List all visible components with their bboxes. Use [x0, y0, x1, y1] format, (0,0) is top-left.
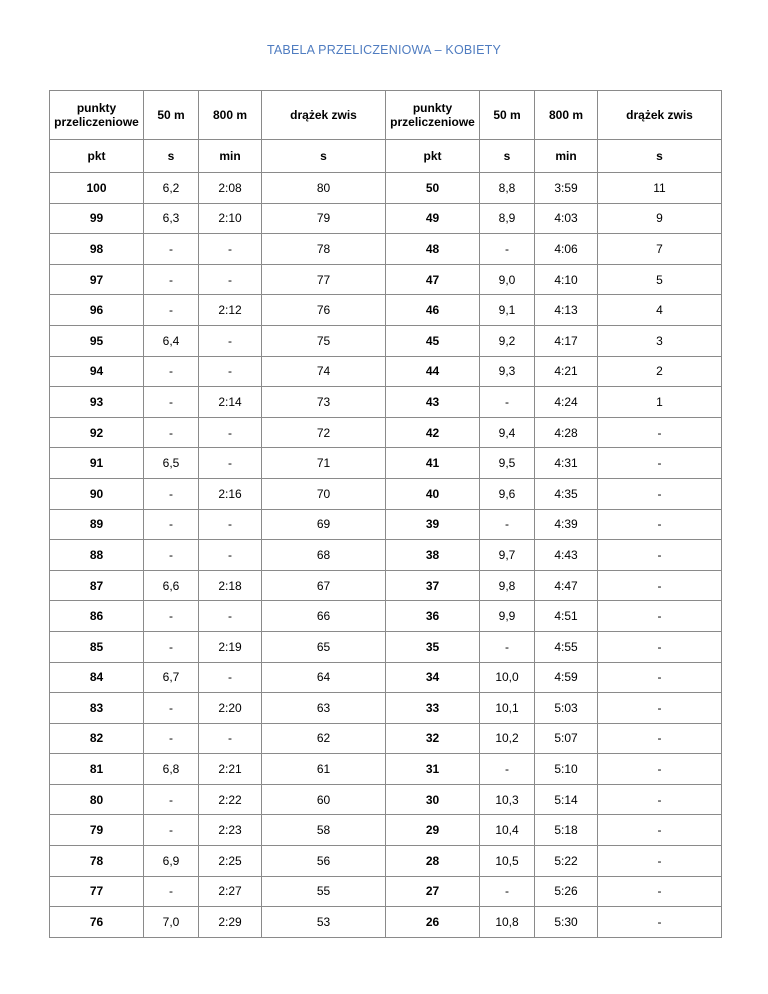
- table-row: [50, 509, 722, 540]
- value-cell: 3: [598, 325, 722, 356]
- value-cell: 8,9: [480, 203, 535, 234]
- table-row: [50, 387, 722, 418]
- value-cell: 6,8: [144, 754, 199, 785]
- value-cell: 2:22: [199, 784, 262, 815]
- value-cell: 9,7: [480, 540, 535, 571]
- table-row: [50, 234, 722, 265]
- points-cell: 80: [50, 784, 144, 815]
- value-cell: 75: [262, 325, 386, 356]
- header-cell: 50 m: [480, 91, 535, 140]
- table-row: [50, 601, 722, 632]
- table-row: [50, 846, 722, 877]
- value-cell: 9,6: [480, 478, 535, 509]
- value-cell: 2:14: [199, 387, 262, 418]
- table-row: [50, 478, 722, 509]
- value-cell: -: [199, 417, 262, 448]
- value-cell: -: [598, 509, 722, 540]
- points-cell: 41: [386, 448, 480, 479]
- value-cell: -: [598, 448, 722, 479]
- points-cell: 95: [50, 325, 144, 356]
- table-row: [50, 570, 722, 601]
- points-cell: 76: [50, 907, 144, 938]
- value-cell: 2:08: [199, 173, 262, 204]
- value-cell: -: [144, 478, 199, 509]
- points-cell: 91: [50, 448, 144, 479]
- table-row: [50, 876, 722, 907]
- value-cell: 10,1: [480, 693, 535, 724]
- points-cell: 28: [386, 846, 480, 877]
- value-cell: 4:03: [535, 203, 598, 234]
- value-cell: 64: [262, 662, 386, 693]
- value-cell: 80: [262, 173, 386, 204]
- value-cell: 73: [262, 387, 386, 418]
- header-cell: 800 m: [199, 91, 262, 140]
- table-row: [50, 784, 722, 815]
- value-cell: 4: [598, 295, 722, 326]
- value-cell: 4:47: [535, 570, 598, 601]
- value-cell: 6,9: [144, 846, 199, 877]
- points-cell: 45: [386, 325, 480, 356]
- value-cell: -: [598, 631, 722, 662]
- value-cell: 63: [262, 693, 386, 724]
- value-cell: -: [199, 448, 262, 479]
- value-cell: 7,0: [144, 907, 199, 938]
- points-cell: 36: [386, 601, 480, 632]
- table-row: [50, 203, 722, 234]
- value-cell: -: [480, 876, 535, 907]
- table-row: [50, 815, 722, 846]
- value-cell: 2:12: [199, 295, 262, 326]
- value-cell: 58: [262, 815, 386, 846]
- points-cell: 50: [386, 173, 480, 204]
- header-row: [50, 91, 722, 140]
- value-cell: -: [199, 325, 262, 356]
- table-row: [50, 325, 722, 356]
- value-cell: 4:51: [535, 601, 598, 632]
- points-cell: 46: [386, 295, 480, 326]
- value-cell: 4:24: [535, 387, 598, 418]
- page-title: TABELA PRZELICZENIOWA – KOBIETY: [266, 43, 502, 57]
- value-cell: 7: [598, 234, 722, 265]
- value-cell: 4:17: [535, 325, 598, 356]
- points-cell: 93: [50, 387, 144, 418]
- points-cell: 97: [50, 264, 144, 295]
- value-cell: -: [199, 234, 262, 265]
- value-cell: -: [598, 693, 722, 724]
- header-cell: 50 m: [144, 91, 199, 140]
- value-cell: -: [598, 784, 722, 815]
- value-cell: 4:21: [535, 356, 598, 387]
- value-cell: 4:59: [535, 662, 598, 693]
- header-cell: 800 m: [535, 91, 598, 140]
- value-cell: 6,6: [144, 570, 199, 601]
- value-cell: -: [598, 876, 722, 907]
- value-cell: 4:13: [535, 295, 598, 326]
- points-cell: 34: [386, 662, 480, 693]
- value-cell: 6,5: [144, 448, 199, 479]
- value-cell: 71: [262, 448, 386, 479]
- value-cell: 69: [262, 509, 386, 540]
- value-cell: 4:28: [535, 417, 598, 448]
- points-cell: 90: [50, 478, 144, 509]
- value-cell: 9,3: [480, 356, 535, 387]
- points-cell: 78: [50, 846, 144, 877]
- value-cell: -: [199, 662, 262, 693]
- value-cell: 68: [262, 540, 386, 571]
- unit-cell: min: [199, 140, 262, 173]
- points-cell: 84: [50, 662, 144, 693]
- value-cell: 56: [262, 846, 386, 877]
- value-cell: -: [598, 907, 722, 938]
- value-cell: -: [144, 295, 199, 326]
- value-cell: -: [480, 234, 535, 265]
- value-cell: 2:16: [199, 478, 262, 509]
- points-cell: 38: [386, 540, 480, 571]
- value-cell: 9,0: [480, 264, 535, 295]
- value-cell: 1: [598, 387, 722, 418]
- unit-cell: s: [480, 140, 535, 173]
- value-cell: 2:20: [199, 693, 262, 724]
- value-cell: 9,2: [480, 325, 535, 356]
- value-cell: -: [144, 876, 199, 907]
- value-cell: 76: [262, 295, 386, 326]
- table-row: [50, 356, 722, 387]
- value-cell: -: [144, 264, 199, 295]
- value-cell: 2: [598, 356, 722, 387]
- value-cell: 53: [262, 907, 386, 938]
- value-cell: 4:55: [535, 631, 598, 662]
- value-cell: -: [144, 417, 199, 448]
- value-cell: -: [480, 631, 535, 662]
- table-row: [50, 723, 722, 754]
- table-row: [50, 173, 722, 204]
- value-cell: 2:29: [199, 907, 262, 938]
- points-cell: 94: [50, 356, 144, 387]
- points-cell: 26: [386, 907, 480, 938]
- table-row: [50, 417, 722, 448]
- value-cell: -: [480, 754, 535, 785]
- table-row: [50, 693, 722, 724]
- header-cell: drążek zwis: [262, 91, 386, 140]
- value-cell: -: [199, 356, 262, 387]
- value-cell: -: [598, 540, 722, 571]
- value-cell: -: [480, 509, 535, 540]
- value-cell: 6,3: [144, 203, 199, 234]
- table-row: [50, 264, 722, 295]
- value-cell: -: [199, 264, 262, 295]
- points-cell: 83: [50, 693, 144, 724]
- value-cell: -: [144, 784, 199, 815]
- value-cell: 5:03: [535, 693, 598, 724]
- table-row: [50, 662, 722, 693]
- points-cell: 89: [50, 509, 144, 540]
- points-cell: 31: [386, 754, 480, 785]
- value-cell: -: [144, 509, 199, 540]
- value-cell: -: [144, 356, 199, 387]
- value-cell: 5:07: [535, 723, 598, 754]
- value-cell: -: [199, 723, 262, 754]
- points-cell: 49: [386, 203, 480, 234]
- value-cell: 6,7: [144, 662, 199, 693]
- value-cell: -: [199, 601, 262, 632]
- value-cell: 2:10: [199, 203, 262, 234]
- points-cell: 32: [386, 723, 480, 754]
- value-cell: -: [598, 846, 722, 877]
- value-cell: 6,4: [144, 325, 199, 356]
- value-cell: 10,3: [480, 784, 535, 815]
- value-cell: -: [598, 601, 722, 632]
- value-cell: -: [199, 540, 262, 571]
- value-cell: 5:30: [535, 907, 598, 938]
- value-cell: -: [144, 631, 199, 662]
- points-cell: 27: [386, 876, 480, 907]
- points-cell: 29: [386, 815, 480, 846]
- unit-cell: s: [262, 140, 386, 173]
- value-cell: 4:31: [535, 448, 598, 479]
- value-cell: 4:39: [535, 509, 598, 540]
- table-row: [50, 631, 722, 662]
- score-table: [49, 90, 722, 938]
- header-cell: punkty przeliczeniowe: [50, 91, 144, 140]
- value-cell: 72: [262, 417, 386, 448]
- value-cell: -: [598, 754, 722, 785]
- value-cell: 4:43: [535, 540, 598, 571]
- value-cell: 78: [262, 234, 386, 265]
- value-cell: 9,9: [480, 601, 535, 632]
- table-row: [50, 295, 722, 326]
- value-cell: 4:35: [535, 478, 598, 509]
- value-cell: 60: [262, 784, 386, 815]
- value-cell: 3:59: [535, 173, 598, 204]
- value-cell: 9: [598, 203, 722, 234]
- value-cell: -: [598, 815, 722, 846]
- value-cell: -: [144, 693, 199, 724]
- points-cell: 33: [386, 693, 480, 724]
- value-cell: -: [598, 723, 722, 754]
- table-row: [50, 448, 722, 479]
- value-cell: 11: [598, 173, 722, 204]
- header-cell: drążek zwis: [598, 91, 722, 140]
- points-cell: 40: [386, 478, 480, 509]
- value-cell: -: [598, 478, 722, 509]
- unit-cell: min: [535, 140, 598, 173]
- value-cell: 5:14: [535, 784, 598, 815]
- unit-row: [50, 140, 722, 173]
- value-cell: 6,2: [144, 173, 199, 204]
- value-cell: 8,8: [480, 173, 535, 204]
- value-cell: 2:23: [199, 815, 262, 846]
- value-cell: 70: [262, 478, 386, 509]
- value-cell: 9,1: [480, 295, 535, 326]
- value-cell: -: [144, 234, 199, 265]
- value-cell: 10,2: [480, 723, 535, 754]
- value-cell: -: [598, 662, 722, 693]
- value-cell: 62: [262, 723, 386, 754]
- value-cell: 74: [262, 356, 386, 387]
- value-cell: 67: [262, 570, 386, 601]
- value-cell: 4:06: [535, 234, 598, 265]
- value-cell: 10,0: [480, 662, 535, 693]
- header-cell: punkty przeliczeniowe: [386, 91, 480, 140]
- points-cell: 47: [386, 264, 480, 295]
- points-cell: 82: [50, 723, 144, 754]
- value-cell: 5:22: [535, 846, 598, 877]
- value-cell: 5:10: [535, 754, 598, 785]
- value-cell: -: [144, 815, 199, 846]
- points-cell: 92: [50, 417, 144, 448]
- value-cell: -: [199, 509, 262, 540]
- value-cell: 10,5: [480, 846, 535, 877]
- value-cell: 2:18: [199, 570, 262, 601]
- value-cell: -: [144, 540, 199, 571]
- value-cell: -: [598, 570, 722, 601]
- value-cell: 66: [262, 601, 386, 632]
- value-cell: 2:27: [199, 876, 262, 907]
- points-cell: 85: [50, 631, 144, 662]
- value-cell: 10,8: [480, 907, 535, 938]
- points-cell: 79: [50, 815, 144, 846]
- value-cell: 65: [262, 631, 386, 662]
- value-cell: 2:19: [199, 631, 262, 662]
- points-cell: 98: [50, 234, 144, 265]
- table-row: [50, 540, 722, 571]
- value-cell: -: [144, 387, 199, 418]
- value-cell: 9,5: [480, 448, 535, 479]
- value-cell: -: [144, 723, 199, 754]
- points-cell: 30: [386, 784, 480, 815]
- value-cell: 5:18: [535, 815, 598, 846]
- points-cell: 88: [50, 540, 144, 571]
- points-cell: 86: [50, 601, 144, 632]
- points-cell: 77: [50, 876, 144, 907]
- value-cell: 79: [262, 203, 386, 234]
- value-cell: -: [144, 601, 199, 632]
- points-cell: 100: [50, 173, 144, 204]
- value-cell: -: [480, 387, 535, 418]
- points-cell: 99: [50, 203, 144, 234]
- points-cell: 87: [50, 570, 144, 601]
- value-cell: 2:21: [199, 754, 262, 785]
- points-cell: 42: [386, 417, 480, 448]
- table-row: [50, 754, 722, 785]
- points-cell: 96: [50, 295, 144, 326]
- value-cell: 10,4: [480, 815, 535, 846]
- points-cell: 43: [386, 387, 480, 418]
- value-cell: 77: [262, 264, 386, 295]
- value-cell: 5:26: [535, 876, 598, 907]
- value-cell: 9,8: [480, 570, 535, 601]
- table-row: [50, 907, 722, 938]
- unit-cell: s: [598, 140, 722, 173]
- value-cell: 2:25: [199, 846, 262, 877]
- value-cell: 61: [262, 754, 386, 785]
- value-cell: -: [598, 417, 722, 448]
- points-cell: 48: [386, 234, 480, 265]
- points-cell: 39: [386, 509, 480, 540]
- points-cell: 35: [386, 631, 480, 662]
- unit-cell: pkt: [386, 140, 480, 173]
- points-cell: 44: [386, 356, 480, 387]
- points-cell: 81: [50, 754, 144, 785]
- value-cell: 4:10: [535, 264, 598, 295]
- value-cell: 5: [598, 264, 722, 295]
- value-cell: 9,4: [480, 417, 535, 448]
- unit-cell: s: [144, 140, 199, 173]
- unit-cell: pkt: [50, 140, 144, 173]
- value-cell: 55: [262, 876, 386, 907]
- points-cell: 37: [386, 570, 480, 601]
